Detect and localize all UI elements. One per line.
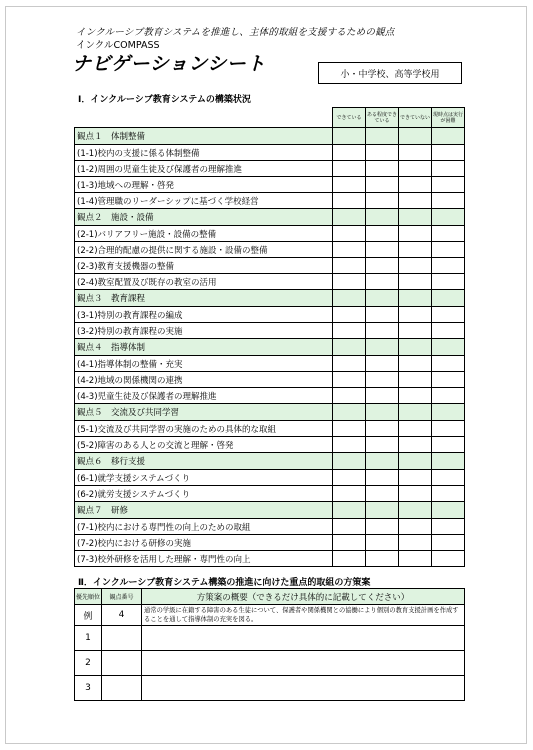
category-empty-cell — [366, 339, 399, 356]
check-item-row — [75, 519, 465, 535]
brand-name: インクルCOMPASS — [76, 40, 160, 51]
example-priority: 例 — [75, 605, 102, 626]
viewpoint-category-row — [75, 339, 465, 356]
check-cell[interactable] — [333, 551, 366, 567]
check-item-label: (7-1)校内における専門性の向上のための取組 — [75, 519, 333, 535]
column-header: 現時点は実行が困難 — [432, 108, 465, 128]
check-cell[interactable] — [366, 177, 399, 193]
viewpoint-input-cell[interactable] — [102, 651, 142, 676]
check-item-row — [75, 470, 465, 486]
check-cell[interactable] — [366, 226, 399, 242]
check-cell[interactable] — [366, 519, 399, 535]
check-item-label: (5-2)障害のある人との交流と理解・啓発 — [75, 437, 333, 453]
category-empty-cell — [333, 290, 366, 307]
category-empty-cell — [432, 290, 465, 307]
check-cell[interactable] — [333, 145, 366, 161]
check-cell[interactable] — [399, 372, 432, 388]
viewpoint-category-label: 観点１ 体制整備 — [75, 128, 333, 145]
category-empty-cell — [333, 209, 366, 226]
plan-table — [74, 588, 465, 701]
check-item-row — [75, 226, 465, 242]
check-cell[interactable] — [333, 177, 366, 193]
check-cell[interactable] — [366, 486, 399, 502]
check-cell[interactable] — [366, 421, 399, 437]
category-empty-cell — [333, 128, 366, 145]
section2-heading: Ⅱ．インクルーシブ教育システム構築の推進に向けた重点的取組の方策案 — [78, 578, 371, 588]
check-item-label: (1-2)周囲の児童生徒及び保護者の理解推進 — [75, 161, 333, 177]
check-cell[interactable] — [432, 551, 465, 567]
check-cell[interactable] — [366, 274, 399, 290]
category-empty-cell — [432, 502, 465, 519]
viewpoint-header: 観点番号 — [102, 589, 142, 605]
check-item-row — [75, 258, 465, 274]
check-cell[interactable] — [366, 258, 399, 274]
check-cell[interactable] — [432, 177, 465, 193]
check-cell[interactable] — [366, 145, 399, 161]
plan-row — [75, 651, 465, 676]
overview-input-cell[interactable] — [142, 651, 465, 676]
check-cell[interactable] — [366, 388, 399, 404]
viewpoint-category-row — [75, 404, 465, 421]
category-empty-cell — [432, 128, 465, 145]
plan-row — [75, 676, 465, 701]
overview-input-cell[interactable] — [142, 626, 465, 651]
check-cell[interactable] — [399, 177, 432, 193]
viewpoint-input-cell[interactable] — [102, 676, 142, 701]
check-cell[interactable] — [399, 226, 432, 242]
category-empty-cell — [366, 453, 399, 470]
category-empty-cell — [399, 502, 432, 519]
category-empty-cell — [333, 339, 366, 356]
viewpoint-category-row — [75, 453, 465, 470]
check-cell[interactable] — [366, 323, 399, 339]
check-item-row — [75, 486, 465, 502]
plan-row — [75, 626, 465, 651]
check-cell[interactable] — [399, 307, 432, 323]
header-blank-cell — [75, 108, 333, 128]
check-cell[interactable] — [333, 193, 366, 209]
check-item-row — [75, 161, 465, 177]
check-cell[interactable] — [399, 161, 432, 177]
category-empty-cell — [366, 404, 399, 421]
check-item-label: (2-1)バリアフリー施設・設備の整備 — [75, 226, 333, 242]
category-empty-cell — [399, 453, 432, 470]
check-cell[interactable] — [333, 356, 366, 372]
check-cell[interactable] — [333, 388, 366, 404]
check-item-label: (3-2)特別の教育課程の実施 — [75, 323, 333, 339]
check-cell[interactable] — [399, 551, 432, 567]
check-item-row — [75, 388, 465, 404]
check-cell[interactable] — [333, 242, 366, 258]
category-empty-cell — [399, 339, 432, 356]
check-item-label: (7-3)校外研修を活用した理解・専門性の向上 — [75, 551, 333, 567]
category-empty-cell — [432, 339, 465, 356]
viewpoint-category-row — [75, 290, 465, 307]
priority-header: 優先順位 — [75, 589, 102, 605]
check-cell[interactable] — [399, 242, 432, 258]
check-item-row — [75, 145, 465, 161]
overview-header: 方策案の概要（できるだけ具体的に記載してください） — [142, 589, 465, 605]
check-cell[interactable] — [333, 470, 366, 486]
check-cell[interactable] — [366, 193, 399, 209]
category-empty-cell — [366, 209, 399, 226]
category-empty-cell — [366, 290, 399, 307]
check-cell[interactable] — [399, 193, 432, 209]
check-item-row — [75, 242, 465, 258]
check-cell[interactable] — [333, 421, 366, 437]
viewpoint-category-row — [75, 128, 465, 145]
check-cell[interactable] — [399, 535, 432, 551]
check-cell[interactable] — [432, 323, 465, 339]
category-empty-cell — [366, 128, 399, 145]
check-item-row — [75, 193, 465, 209]
check-cell[interactable] — [432, 519, 465, 535]
check-item-label: (2-2)合理的配慮の提供に関する施設・設備の整備 — [75, 242, 333, 258]
category-empty-cell — [399, 209, 432, 226]
check-cell[interactable] — [333, 323, 366, 339]
check-cell[interactable] — [399, 145, 432, 161]
viewpoint-category-row — [75, 502, 465, 519]
check-cell[interactable] — [432, 486, 465, 502]
category-empty-cell — [333, 404, 366, 421]
viewpoint-category-row — [75, 209, 465, 226]
school-type-box: 小・中学校、高等学校用 — [318, 62, 462, 84]
category-empty-cell — [366, 502, 399, 519]
check-item-label: (6-2)就労支援システムづくり — [75, 486, 333, 502]
check-item-row — [75, 307, 465, 323]
check-cell[interactable] — [432, 226, 465, 242]
check-cell[interactable] — [432, 274, 465, 290]
check-cell[interactable] — [432, 242, 465, 258]
check-cell[interactable] — [399, 470, 432, 486]
check-item-label: (4-1)指導体制の整備・充実 — [75, 356, 333, 372]
check-item-row — [75, 535, 465, 551]
check-cell[interactable] — [432, 193, 465, 209]
column-header: できていない — [399, 108, 432, 128]
check-item-row — [75, 177, 465, 193]
check-item-label: (4-3)児童生徒及び保護者の理解推進 — [75, 388, 333, 404]
category-empty-cell — [432, 404, 465, 421]
check-item-row — [75, 551, 465, 567]
category-empty-cell — [399, 404, 432, 421]
check-cell[interactable] — [399, 388, 432, 404]
check-cell[interactable] — [432, 161, 465, 177]
example-row — [75, 605, 465, 626]
check-cell[interactable] — [333, 258, 366, 274]
check-cell[interactable] — [366, 470, 399, 486]
category-empty-cell — [399, 128, 432, 145]
check-cell[interactable] — [432, 258, 465, 274]
check-cell[interactable] — [432, 307, 465, 323]
viewpoint-category-label: 観点７ 研修 — [75, 502, 333, 519]
check-cell[interactable] — [399, 421, 432, 437]
viewpoint-category-label: 観点５ 交流及び共同学習 — [75, 404, 333, 421]
check-cell[interactable] — [399, 274, 432, 290]
check-cell[interactable] — [432, 535, 465, 551]
category-empty-cell — [333, 502, 366, 519]
check-cell[interactable] — [333, 372, 366, 388]
example-viewpoint: 4 — [102, 605, 142, 626]
check-cell[interactable] — [432, 470, 465, 486]
check-item-row — [75, 437, 465, 453]
overview-input-cell[interactable] — [142, 676, 465, 701]
priority-cell: 2 — [75, 651, 102, 676]
check-cell[interactable] — [366, 161, 399, 177]
category-empty-cell — [432, 209, 465, 226]
check-cell[interactable] — [366, 372, 399, 388]
check-cell[interactable] — [366, 242, 399, 258]
check-item-row — [75, 274, 465, 290]
viewpoint-category-label: 観点４ 指導体制 — [75, 339, 333, 356]
check-cell[interactable] — [399, 356, 432, 372]
viewpoint-category-label: 観点２ 施設・設備 — [75, 209, 333, 226]
check-cell[interactable] — [399, 519, 432, 535]
viewpoint-input-cell[interactable] — [102, 626, 142, 651]
check-item-label: (4-2)地域の関係機関の連携 — [75, 372, 333, 388]
check-item-label: (2-3)教育支援機器の整備 — [75, 258, 333, 274]
status-table — [74, 107, 465, 567]
check-cell[interactable] — [333, 161, 366, 177]
check-cell[interactable] — [333, 519, 366, 535]
check-cell[interactable] — [333, 535, 366, 551]
check-item-row — [75, 372, 465, 388]
check-cell[interactable] — [366, 551, 399, 567]
check-item-label: (5-1)交流及び共同学習の実施のための具体的な取組 — [75, 421, 333, 437]
check-item-row — [75, 323, 465, 339]
check-cell[interactable] — [333, 486, 366, 502]
example-description: 通常の学級に在籍する障害のある生徒について、保護者や関係機関との協働により個別の教育支援計画を作成することを通して指導体制の充実を図る。 — [142, 605, 465, 626]
check-cell[interactable] — [366, 437, 399, 453]
check-cell[interactable] — [333, 437, 366, 453]
priority-cell: 1 — [75, 626, 102, 651]
check-cell[interactable] — [333, 307, 366, 323]
check-item-label: (2-4)教室配置及び既存の教室の活用 — [75, 274, 333, 290]
check-cell[interactable] — [366, 535, 399, 551]
priority-cell: 3 — [75, 676, 102, 701]
column-header: ある程度できている — [366, 108, 399, 128]
viewpoint-category-label: 観点３ 教育課程 — [75, 290, 333, 307]
check-cell[interactable] — [399, 258, 432, 274]
check-cell[interactable] — [432, 356, 465, 372]
check-cell[interactable] — [399, 486, 432, 502]
page-title: ナビゲーションシート — [72, 53, 266, 75]
check-cell[interactable] — [432, 372, 465, 388]
section1-heading: Ⅰ．インクルーシブ教育システムの構築状況 — [78, 95, 251, 105]
check-item-row — [75, 356, 465, 372]
viewpoint-category-label: 観点６ 移行支援 — [75, 453, 333, 470]
check-cell[interactable] — [366, 356, 399, 372]
check-item-label: (6-1)就学支援システムづくり — [75, 470, 333, 486]
check-cell[interactable] — [366, 307, 399, 323]
column-header: できている — [333, 108, 366, 128]
check-item-label: (1-4)管理職のリーダーシップに基づく学校経営 — [75, 193, 333, 209]
category-empty-cell — [399, 290, 432, 307]
check-cell[interactable] — [333, 274, 366, 290]
check-cell[interactable] — [432, 437, 465, 453]
check-cell[interactable] — [399, 323, 432, 339]
check-cell[interactable] — [333, 226, 366, 242]
check-item-label: (3-1)特別の教育課程の編成 — [75, 307, 333, 323]
category-empty-cell — [333, 453, 366, 470]
check-cell[interactable] — [432, 421, 465, 437]
check-item-label: (1-1)校内の支援に係る体制整備 — [75, 145, 333, 161]
check-item-label: (1-3)地域への理解・啓発 — [75, 177, 333, 193]
document-subtitle: インクルーシブ教育システムを推進し、主体的取組を支援するための観点 — [76, 27, 395, 38]
check-item-label: (7-2)校内における研修の実施 — [75, 535, 333, 551]
check-cell[interactable] — [432, 145, 465, 161]
check-cell[interactable] — [432, 388, 465, 404]
category-empty-cell — [432, 453, 465, 470]
check-item-row — [75, 421, 465, 437]
check-cell[interactable] — [399, 437, 432, 453]
